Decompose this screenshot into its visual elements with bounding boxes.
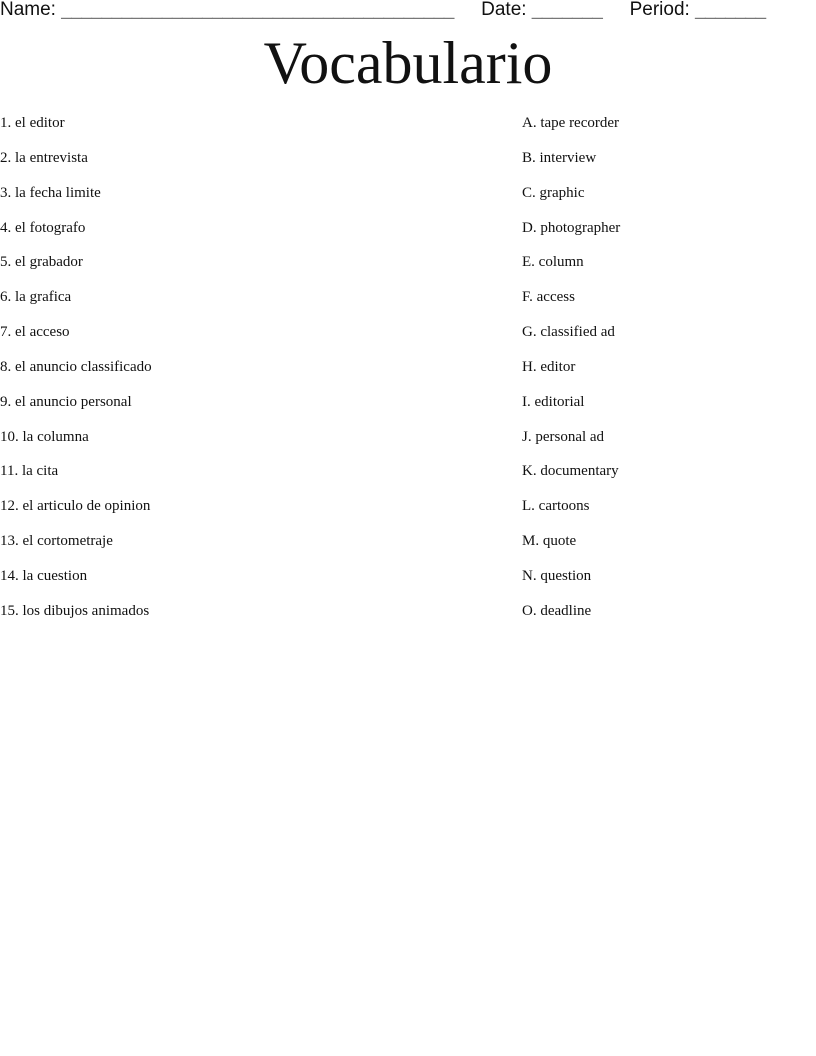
definition-item: A. tape recorder [522,115,620,131]
definition-item: B. interview [522,149,597,166]
definition-item: E. column [522,254,584,271]
definition-item: I. editorial [522,393,585,410]
term-item: 6. la grafica [0,289,72,306]
term-item: 4. el fotografo [0,219,86,236]
term-item: 14. la cuestion [0,567,88,584]
date-field[interactable]: _______ [531,0,603,20]
period-field[interactable]: _______ [695,0,766,20]
term-item: 9. el anuncio personal [0,393,132,410]
term-item: 11. la cita [0,463,59,480]
definition-item: O. deadline [522,602,592,619]
worksheet-title: Vocabulario [263,30,553,96]
definition-item: H. editor [522,358,576,375]
period-label: Period: [629,0,690,20]
student-info-header [0,0,766,22]
spanish-terms-list [0,112,152,635]
definition-item: K. documentary [522,463,619,480]
definition-item: G. classified ad [522,324,615,341]
name-label: Name: [0,0,56,20]
term-item: 10. la columna [0,428,89,445]
term-item: 2. la entrevista [0,149,88,166]
definition-item: C. graphic [522,184,585,201]
definition-item: M. quote [522,533,577,550]
term-item: 5. el grabador [0,254,83,271]
definition-item: N. question [522,567,592,584]
definition-item: J. personal ad [522,428,605,445]
definition-item: D. photographer [522,219,621,236]
term-item: 3. la fecha limite [0,184,101,201]
term-item: 13. el cortometraje [0,533,113,550]
definition-item: F. access [522,289,575,306]
name-field[interactable]: _______________________________________ [61,0,454,20]
english-definitions-list [522,112,620,635]
term-item: 7. el acceso [0,324,70,341]
term-item: 12. el articulo de opinion [0,498,151,515]
term-item: 8. el anuncio classificado [0,358,152,375]
date-label: Date: [481,0,527,20]
term-item: 1. el editor [0,115,65,131]
definition-item: L. cartoons [522,498,590,515]
term-item: 15. los dibujos animados [0,602,150,619]
